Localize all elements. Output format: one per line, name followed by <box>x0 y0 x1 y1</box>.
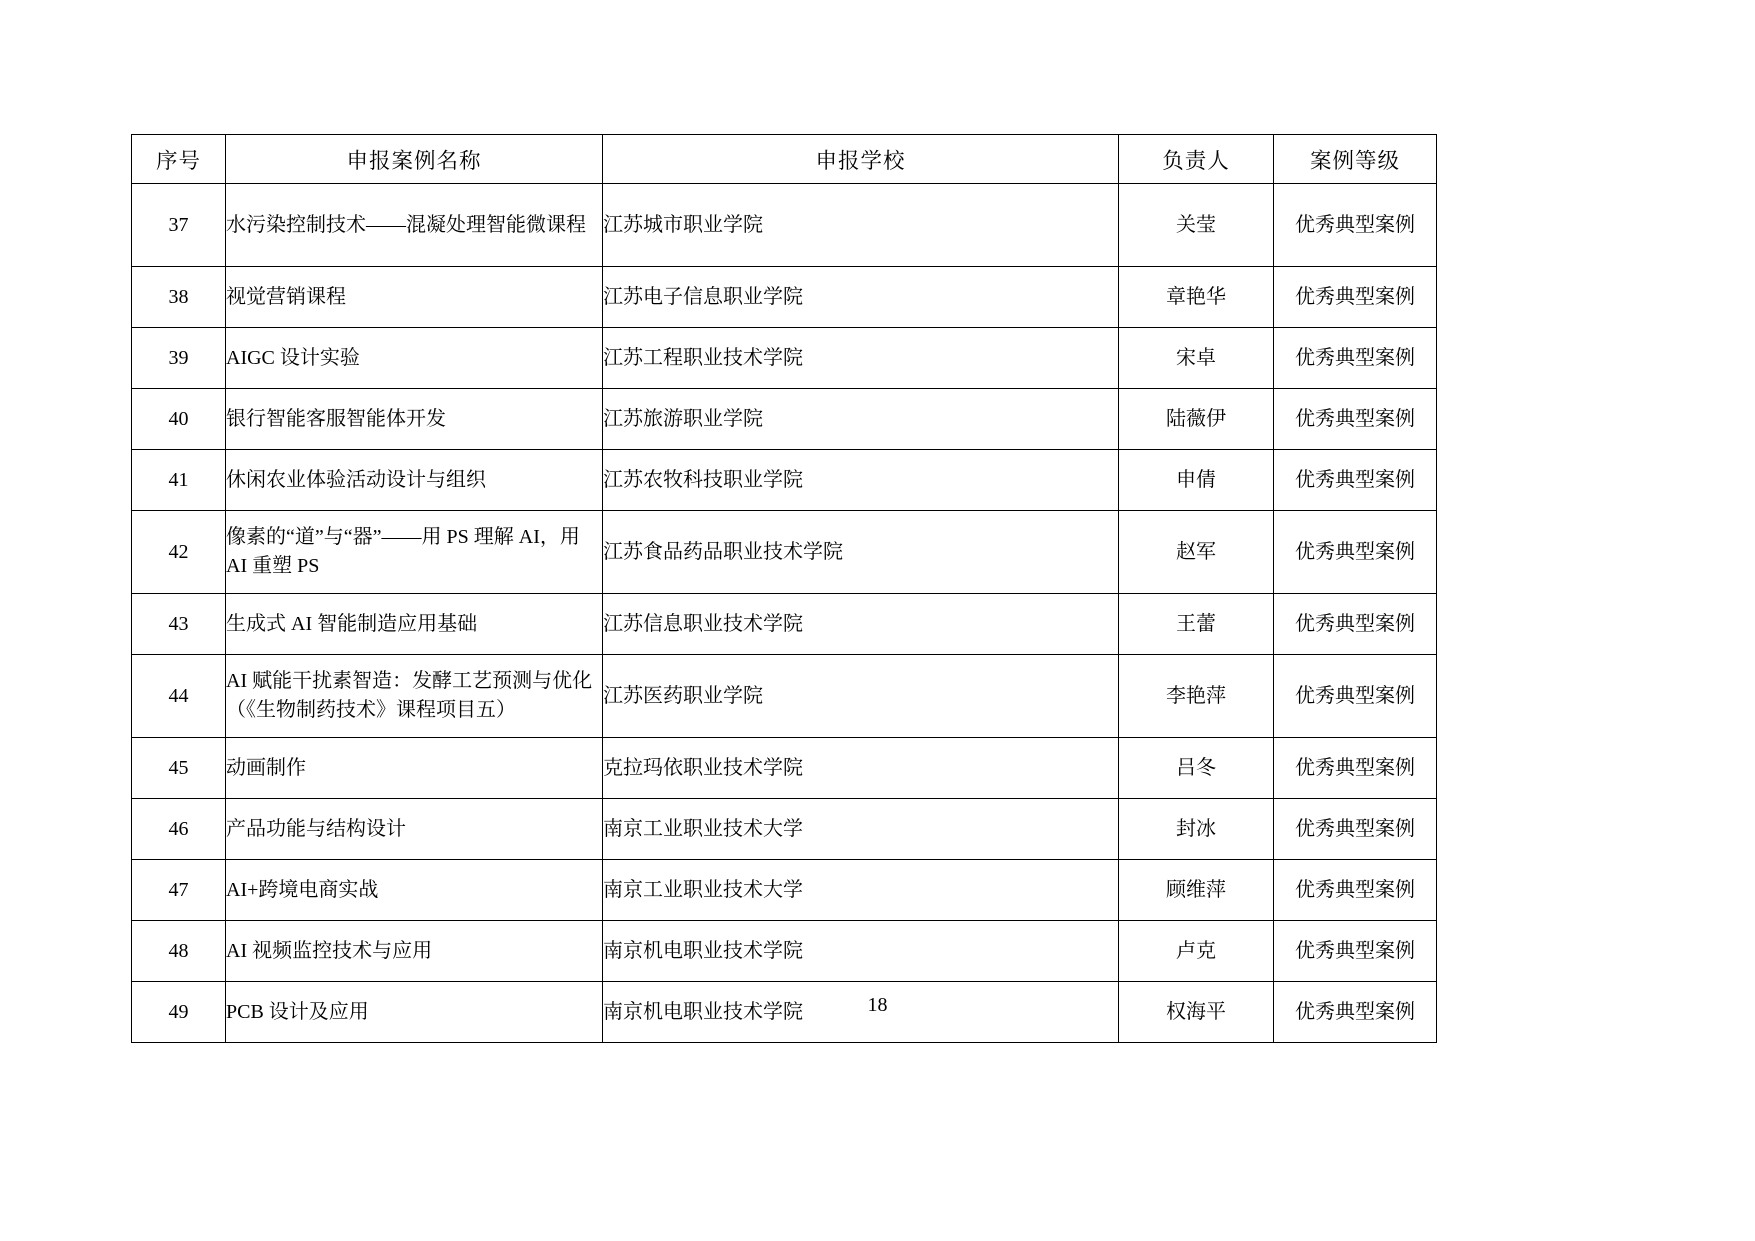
cell-person: 封冰 <box>1119 799 1274 860</box>
cell-school: 江苏农牧科技职业学院 <box>603 450 1119 511</box>
cell-case-name: AI 视频监控技术与应用 <box>226 921 603 982</box>
column-header-school: 申报学校 <box>603 135 1119 184</box>
cell-school: 江苏食品药品职业技术学院 <box>603 511 1119 594</box>
cell-seq: 39 <box>132 328 226 389</box>
table-row <box>132 511 1437 594</box>
cell-person: 顾维萍 <box>1119 860 1274 921</box>
cell-person: 赵军 <box>1119 511 1274 594</box>
cell-person: 吕冬 <box>1119 738 1274 799</box>
cell-level: 优秀典型案例 <box>1274 511 1437 594</box>
cell-case-name: 水污染控制技术——混凝处理智能微课程 <box>226 184 603 267</box>
cell-school: 江苏城市职业学院 <box>603 184 1119 267</box>
cell-level: 优秀典型案例 <box>1274 738 1437 799</box>
cell-seq: 40 <box>132 389 226 450</box>
cell-seq: 46 <box>132 799 226 860</box>
cell-level: 优秀典型案例 <box>1274 267 1437 328</box>
cell-level: 优秀典型案例 <box>1274 860 1437 921</box>
cell-school: 江苏信息职业技术学院 <box>603 594 1119 655</box>
cell-person: 宋卓 <box>1119 328 1274 389</box>
table-row <box>132 389 1437 450</box>
column-header-case-name: 申报案例名称 <box>226 135 603 184</box>
cell-person: 李艳萍 <box>1119 655 1274 738</box>
cell-case-name: 生成式 AI 智能制造应用基础 <box>226 594 603 655</box>
cell-level: 优秀典型案例 <box>1274 389 1437 450</box>
cell-seq: 48 <box>132 921 226 982</box>
column-header-level: 案例等级 <box>1274 135 1437 184</box>
table-row <box>132 328 1437 389</box>
cell-level: 优秀典型案例 <box>1274 799 1437 860</box>
cell-case-name: 像素的“道”与“器”——用 PS 理解 AI，用 AI 重塑 PS <box>226 511 603 594</box>
cell-case-name: AI+跨境电商实战 <box>226 860 603 921</box>
cell-school: 克拉玛依职业技术学院 <box>603 738 1119 799</box>
cell-case-name: PCB 设计及应用 <box>226 982 603 1043</box>
cell-seq: 42 <box>132 511 226 594</box>
cell-school: 江苏医药职业学院 <box>603 655 1119 738</box>
cell-case-name: 视觉营销课程 <box>226 267 603 328</box>
cell-case-name: 银行智能客服智能体开发 <box>226 389 603 450</box>
cell-case-name: 产品功能与结构设计 <box>226 799 603 860</box>
cell-seq: 38 <box>132 267 226 328</box>
cell-school: 江苏旅游职业学院 <box>603 389 1119 450</box>
table-header-row <box>132 135 1437 184</box>
table-row <box>132 860 1437 921</box>
table-row <box>132 184 1437 267</box>
cell-level: 优秀典型案例 <box>1274 921 1437 982</box>
cell-level: 优秀典型案例 <box>1274 982 1437 1043</box>
table-body <box>132 184 1437 1043</box>
cell-school: 南京工业职业技术大学 <box>603 799 1119 860</box>
cell-seq: 41 <box>132 450 226 511</box>
cell-person: 陆薇伊 <box>1119 389 1274 450</box>
cell-seq: 47 <box>132 860 226 921</box>
cell-person: 章艳华 <box>1119 267 1274 328</box>
page-number: 18 <box>867 994 888 1016</box>
cell-person: 王蕾 <box>1119 594 1274 655</box>
cell-person: 权海平 <box>1119 982 1274 1043</box>
table-row <box>132 655 1437 738</box>
column-header-seq: 序号 <box>132 135 226 184</box>
cell-level: 优秀典型案例 <box>1274 450 1437 511</box>
cell-level: 优秀典型案例 <box>1274 184 1437 267</box>
cell-case-name: AI 赋能干扰素智造：发酵工艺预测与优化（《生物制药技术》课程项目五） <box>226 655 603 738</box>
cell-level: 优秀典型案例 <box>1274 655 1437 738</box>
cell-school: 南京机电职业技术学院 <box>603 982 1119 1043</box>
cell-seq: 43 <box>132 594 226 655</box>
cell-school: 南京工业职业技术大学 <box>603 860 1119 921</box>
table-row <box>132 799 1437 860</box>
cell-person: 关莹 <box>1119 184 1274 267</box>
case-table-container <box>131 134 1436 1043</box>
cell-seq: 45 <box>132 738 226 799</box>
cell-seq: 44 <box>132 655 226 738</box>
table-row <box>132 267 1437 328</box>
table-row <box>132 738 1437 799</box>
cell-seq: 37 <box>132 184 226 267</box>
cell-case-name: 休闲农业体验活动设计与组织 <box>226 450 603 511</box>
cell-school: 江苏工程职业技术学院 <box>603 328 1119 389</box>
table-row <box>132 921 1437 982</box>
cell-school: 江苏电子信息职业学院 <box>603 267 1119 328</box>
column-header-person: 负责人 <box>1119 135 1274 184</box>
cell-case-name: 动画制作 <box>226 738 603 799</box>
cell-level: 优秀典型案例 <box>1274 594 1437 655</box>
cell-person: 申倩 <box>1119 450 1274 511</box>
cell-seq: 49 <box>132 982 226 1043</box>
cell-case-name: AIGC 设计实验 <box>226 328 603 389</box>
table-header <box>132 135 1437 184</box>
cell-level: 优秀典型案例 <box>1274 328 1437 389</box>
cell-person: 卢克 <box>1119 921 1274 982</box>
case-table <box>131 134 1437 1043</box>
table-row <box>132 450 1437 511</box>
cell-school: 南京机电职业技术学院 <box>603 921 1119 982</box>
table-row <box>132 594 1437 655</box>
